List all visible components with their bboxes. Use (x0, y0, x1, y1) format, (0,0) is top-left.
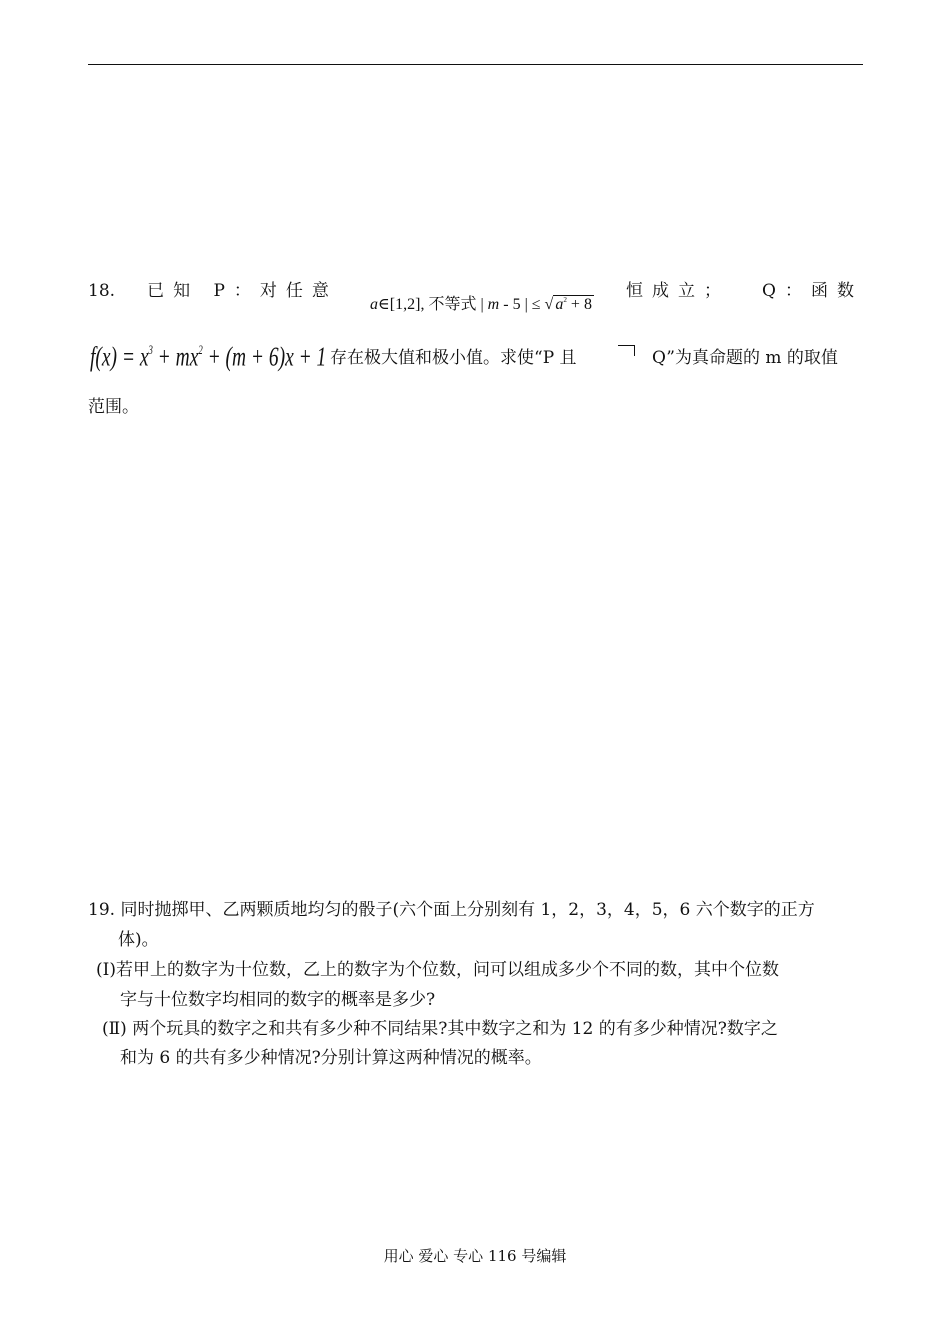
q19-part-2-line-2: 和为 6 的共有多少种情况?分别计算这两种情况的概率。 (120, 1048, 542, 1068)
q18-condition: a∈[1,2], 不等式 | m - 5 | ≤ √ $a^2 + 8$ (369, 295, 592, 313)
q18-given-p: 已知 P：对任意 (147, 280, 338, 301)
page-footer: 用心 爱心 专心 116 号编辑 (383, 1247, 567, 1265)
q18-text-a: 存在极大值和极小值。求使“P 且 (330, 348, 577, 368)
q18-holds: 恒成立； (625, 280, 730, 301)
q18-number: 18. (88, 280, 116, 301)
q18-given-q: Q：函数 (762, 280, 863, 301)
q18-line-1 (88, 276, 863, 313)
q18-text-b: Q”为真命题的 m 的取值 (652, 348, 838, 368)
q18-line-2 (88, 343, 863, 377)
q19-line-1: 19. 同时抛掷甲、乙两颗质地均匀的骰子(六个面上分别刻有 1，2，3，4，5，6 六个数字的正方 (88, 900, 815, 920)
q19-part-1-line-2: 字与十位数字均相同的数字的概率是多少? (120, 990, 436, 1010)
q18-function: $f(x) = x^3 + mx^2 + (m + 6)x + 1$ (90, 341, 327, 372)
q19-line-2: 体)。 (118, 930, 159, 950)
negation-symbol (618, 345, 635, 356)
q19-part-2-line-1: (Ⅱ) 两个玩具的数字之和共有多少种不同结果?其中数字之和为 12 的有多少种情况?数字之 (102, 1019, 778, 1039)
header-rule (88, 64, 863, 65)
q18-line-3: 范围。 (88, 397, 139, 417)
q19-part-1-line-1: (Ⅰ)若甲上的数字为十位数，乙上的数字为个位数，问可以组成多少个不同的数，其中个位数 (96, 960, 779, 980)
